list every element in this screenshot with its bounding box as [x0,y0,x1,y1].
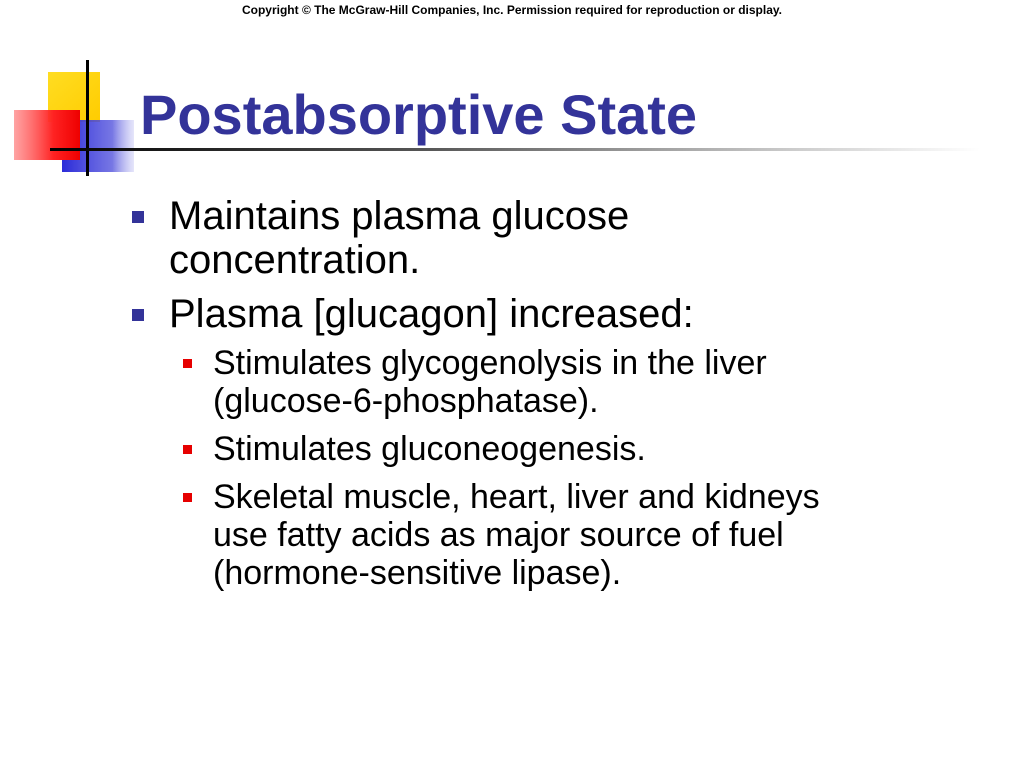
red-square-bullet-icon [183,359,192,368]
sub-bullet-text-line: Stimulates glycogenolysis in the liver [213,344,767,382]
bullet-item [130,194,990,282]
bullet-text-line: Maintains plasma glucose [169,194,630,238]
square-bullet-icon [132,309,144,321]
sub-bullet-text-line: (glucose-6-phosphatase). [213,382,599,420]
copyright-notice: Copyright © The McGraw-Hill Companies, Inc. Permission required for reproduction or display. [241,3,783,17]
sub-bullet-item [213,430,990,468]
sub-bullet-text-line: (hormone-sensitive lipase). [213,554,622,592]
sub-bullet-text-line: use fatty acids as major source of fuel [213,516,784,554]
bullet-item [130,292,990,336]
sub-bullet-item [213,344,990,420]
bullet-text-line: Plasma [glucagon] increased: [169,292,694,336]
red-square-bullet-icon [183,445,192,454]
title-underline [50,148,980,151]
slide-title: Postabsorptive State [140,83,698,146]
deco-red-square [14,110,80,160]
square-bullet-icon [132,211,144,223]
bullet-text-line: concentration. [169,238,421,282]
sub-bullet-item [213,478,990,592]
bullet-list [130,194,990,602]
deco-vertical-line [86,60,89,176]
red-square-bullet-icon [183,493,192,502]
sub-bullet-text-line: Stimulates gluconeogenesis. [213,430,646,468]
sub-bullet-text-line: Skeletal muscle, heart, liver and kidneys [213,478,820,516]
